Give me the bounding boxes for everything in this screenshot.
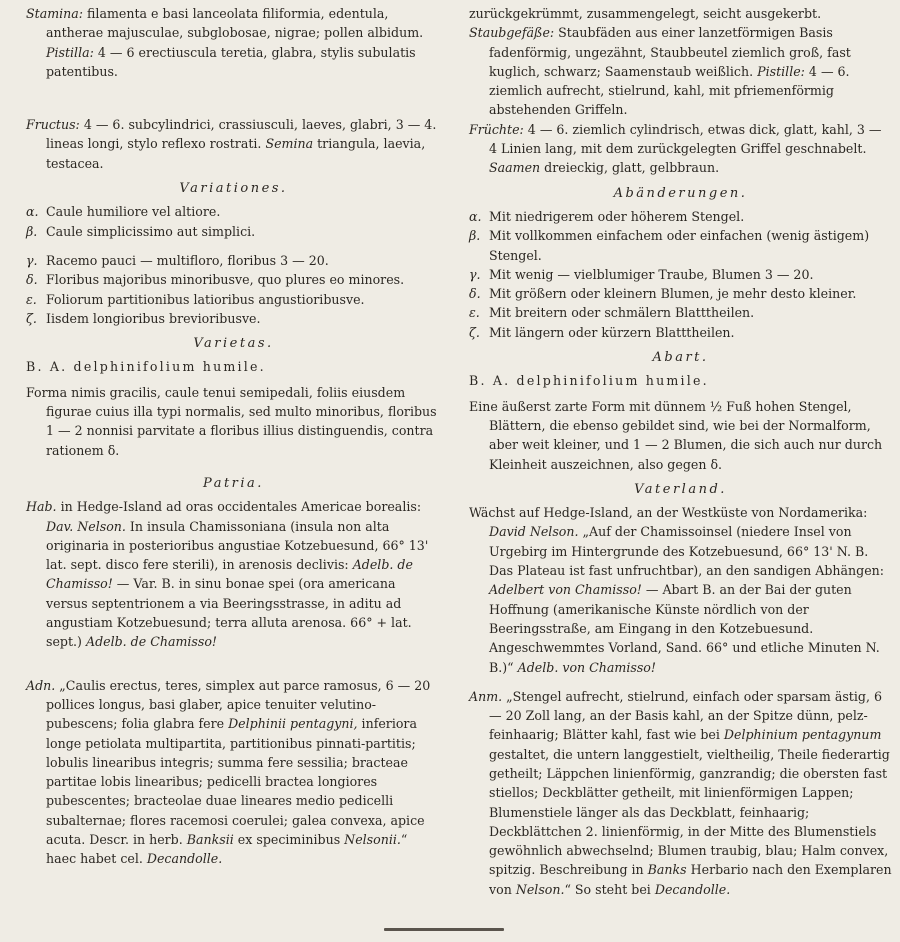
- vaterland-paragraph: Wächst auf Hedge-Island, an der Westküste von Nordamerika: David Nelson. „Auf der Chamissoinsel (niedere Insel von Urgebirg im Hintergrunde des Kotzebuesund, 66° 13' N. B. Das Plateau ist fast unfruchtbar), an den sandigen Abhängen: Adelbert von Chamisso! — Abart B. an der Bai der guten Hoffnung (amerikanische Künste nördlich von der Beeringsstraße, am Eingang in den Kotzebuesund. Angeschwemmtes Vorland, Sand. 66° und etliche Minuten N. B.)“ Adelb. von Chamisso!: [469, 505, 885, 675]
- anmerkung-paragraph: Anm. „Stengel aufrecht, stielrund, einfach oder sparsam ästig, 6 — 20 Zoll lang, an der Basis kahl, an der Spitze dünn, pelz-feinhaarig; Blätter kahl, fast wie bei Delphinium pentagynum gestaltet, die untern langgestielt, vieltheilig, Theile fiederartig getheilt; Läppchen linienförmig, ganzrandig; die obersten fast stiellos; Deckblätter getheilt, mit linienförmigen Lappen; Blumenstiele länger als das Deckblatt, feinhaarig; Deckblättchen 2. linienförmig, in der Mitte des Blumenstiels gewöhnlich abwechselnd; Blumen traubig, blau; Halm convex, spitzig. Beschreibung in Banks Herbario nach den Exemplaren von Nelson.“ So steht bei Decandolle.: [469, 688, 892, 897]
- patria-heading: Patria.: [203, 475, 264, 491]
- fruechte-label: Früchte:: [469, 121, 524, 137]
- staubgefaesse-paragraph: Staubgefäße: Staubfäden aus einer lanzetförmigen Basis fadenförmig, ungezähnt, Staubbeutel ziemlich groß, fast kuglich, schwarz; Saamenstaub weißlich. Pistille: 4 — 6. ziemlich aufrecht, stielrund, kahl, mit pfriemenförmig abstehenden Griffeln.: [469, 25, 851, 118]
- list-item: α. Mit niedrigerem oder höherem Stengel.: [469, 208, 745, 224]
- abart-name: B. A. delphinifolium humile.: [469, 373, 709, 389]
- pistille-label: Pistille:: [757, 63, 805, 79]
- varietas-name: B. A. delphinifolium humile.: [26, 359, 266, 375]
- fructus-paragraph: Fructus: 4 — 6. subcylindrici, crassiusculi, laeves, glabri, 3 — 4. lineas longi, stylo reflexo rostrati. Semina triangula, laevia, testacea.: [26, 117, 437, 171]
- varietas-heading: Varietas.: [193, 336, 274, 352]
- list-item: β. Caule simplicissimo aut simplici.: [26, 223, 256, 239]
- list-item: γ. Racemo pauci — multifloro, floribus 3 — 20.: [26, 252, 329, 268]
- abart-heading: Abart.: [652, 350, 709, 366]
- abart-text: Eine äußerst zarte Form mit dünnem ½ Fuß hohen Stengel, Blättern, die ebenso gebildet sind, wie bei der Normalform, aber weit kleiner, und 1 — 2 Blumen, die sich auch nur durch Kleinheit auszeichnen, also gegen δ.: [469, 398, 883, 472]
- saamen-label: Saamen: [489, 160, 541, 176]
- variationes-list: [26, 202, 441, 328]
- bottom-rule: [384, 928, 504, 931]
- stamina-label: Stamina:: [26, 6, 84, 21]
- list-item: ε. Foliorum partitionibus latioribus angustioribusve.: [26, 291, 365, 307]
- adn-label: Adn.: [26, 677, 56, 693]
- anm-label: Anm.: [469, 688, 503, 704]
- adnotatio-paragraph: Adn. „Caulis erectus, teres, simplex aut parce ramosus, 6 — 20 pollices longus, basi glaber, apice tenuiter velutino-pubescens; folia glabra fere Delphinii pentagyni, inferiora longe petiolata multipartita, partitionibus pinnati-partitis; lobulis linearibus integris; summa fere sessilia; bracteae partitae lobis linearibus; pedicelli bractea longiores pubescentes; bracteolae duae lineares medio pedicelli subalternae; flores racemosi coerulei; galea convexa, apice acuta. Descr. in herb. Banksii ex speciminibus Nelsonii.“ haec habet cel. Decandolle.: [26, 677, 431, 867]
- variationes-heading: Variationes.: [179, 181, 288, 197]
- list-item: γ. Mit wenig — vielblumiger Traube, Blumen 3 — 20.: [469, 266, 814, 282]
- latin-column: [26, 4, 441, 869]
- top-line: zurückgekrümmt, zusammengelegt, seicht ausgekerbt.: [469, 6, 822, 21]
- list-item: α. Caule humiliore vel altiore.: [26, 204, 221, 220]
- hab-label: Hab.: [26, 499, 57, 515]
- varietas-text: Forma nimis gracilis, caule tenui semipedali, foliis eiusdem figurae cuius illa typi normalis, sed multo minoribus, floribus 1 — 2 nonnisi parvitate a floribus illius distinguendis, contra rationem δ.: [26, 384, 437, 458]
- list-item: ε. Mit breitern oder schmälern Blatttheilen.: [469, 305, 755, 321]
- list-item: ζ. Mit längern oder kürzern Blatttheilen.: [469, 324, 735, 340]
- abaenderungen-list: [469, 207, 892, 342]
- fructus-label: Fructus:: [26, 117, 80, 133]
- list-item: ζ. Iisdem longioribus brevioribusve.: [26, 310, 261, 326]
- fruechte-paragraph: Früchte: 4 — 6. ziemlich cylindrisch, etwas dick, glatt, kahl, 3 — 4 Linien lang, mit dem zurückgelegten Griffel geschnabelt. Saamen dreieckig, glatt, gelbbraun.: [469, 121, 882, 176]
- habitat-paragraph: Hab. in Hedge-Island ad oras occidentales Americae borealis: Dav. Nelson. In insula Chamissoniana (insula non alta originaria in posterioribus angustiae Kotzebuesund, 66° 13' lat. sept. disco fere sterili), in arenosis declivis: Adelb. de Chamisso! — Var. B. in sinu bonae spei (ora americana versus septentrionem a via Beeringsstrasse, in aditu ad angustiam Kotzebuesund; terra alluta arenosa. 66° + lat. sept.) Adelb. de Chamisso!: [26, 499, 429, 650]
- abaenderungen-heading: Abänderungen.: [613, 185, 748, 201]
- semina-label: Semina: [265, 136, 314, 152]
- vaterland-heading: Vaterland.: [634, 481, 727, 497]
- german-column: [469, 4, 892, 899]
- list-item: β. Mit vollkommen einfachem oder einfachen (wenig ästigem) Stengel.: [469, 228, 870, 263]
- list-item: δ. Mit größern oder kleinern Blumen, je mehr desto kleiner.: [469, 286, 857, 302]
- staub-label: Staubgefäße:: [469, 25, 555, 41]
- pistilla-label: Pistilla:: [46, 44, 94, 60]
- stamina-paragraph: Stamina: filamenta e basi lanceolata filiformia, edentula, antherae majusculae, subglobosae, nigrae; pollen albidum. Pistilla: 4 — 6 erectiuscula teretia, glabra, stylis subulatis patentibus.: [26, 6, 424, 79]
- list-item: δ. Floribus majoribus minoribusve, quo plures eo minores.: [26, 272, 405, 288]
